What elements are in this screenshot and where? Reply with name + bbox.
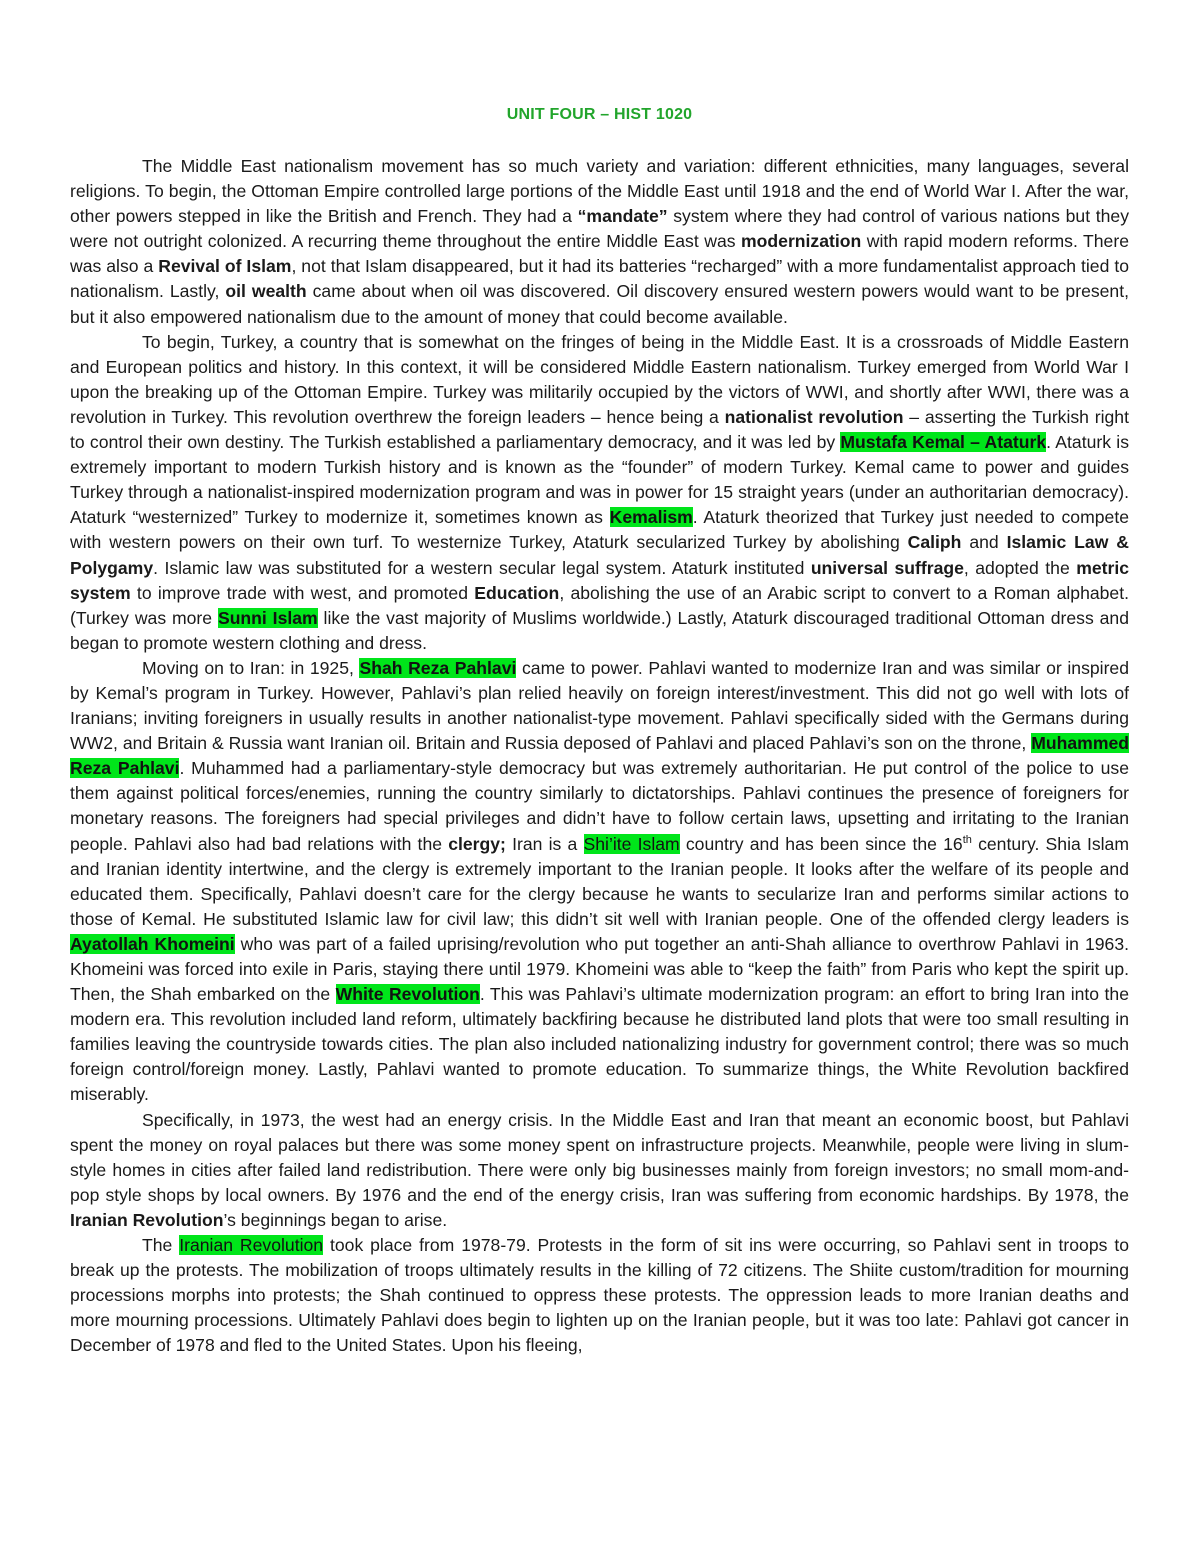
bold-term: oil wealth <box>225 281 307 302</box>
text-run: , adopted the <box>963 557 1077 578</box>
highlighted-term: Kemalism <box>609 507 693 528</box>
text-run: with rapid modern reforms. There was also a <box>70 231 1129 277</box>
text-run: like the vast majority of Muslims worldwide.) Lastly, Ataturk discouraged traditional Ottoman dress and began to promote western clothing and dress. <box>70 607 1129 653</box>
highlighted-term: Sunni Islam <box>217 607 318 628</box>
paragraph <box>70 330 1129 656</box>
bold-term: Islamic Law & Polygamy <box>70 532 1129 578</box>
paragraph <box>70 154 1129 330</box>
text-run: , abolishing the use of an Arabic script to convert to a Roman alphabet. (Turkey was more <box>70 582 1129 628</box>
text-run: . Ataturk theorized that Turkey just needed to compete with western powers on their own turf. To westernize Turkey, Ataturk secularized Turkey by abolishing <box>70 507 1129 553</box>
bold-term: Iranian Revolution <box>70 1209 224 1230</box>
text-run: . Muhammed had a parliamentary-style democracy but was extremely authoritarian. He put control of the police to use them against political forces/enemies, running the country similarly to dictatorships. Pahlavi continues the presence of foreigners for monetary reasons. The foreigners had special privileges and didn’t have to follow certain laws, upsetting and irritating to the Iranian people. Pahlavi also had bad relations with the <box>70 758 1130 854</box>
bold-term: Revival of Islam <box>158 256 292 277</box>
document-body <box>70 154 1129 1359</box>
text-run: came to power. Pahlavi wanted to modernize Iran and was similar or inspired by Kemal’s program in Turkey. However, Pahlavi’s plan relied heavily on foreign interest/investment. This did not go well with lots of Iranians; inviting foreigners in usually results in another nationalist-type movement. Pahlavi specifically sided with the Germans during WW2, and Britain & Russia want Iranian oil. Britain and Russia deposed of Pahlavi and placed Pahlavi’s son on the throne, <box>70 657 1129 754</box>
bold-term: metric system <box>70 557 1129 603</box>
text-run: system where they had control of various nations but they were not outright colonized. A recurring theme throughout the entire Middle East was <box>70 206 1129 252</box>
text-run: Moving on to Iran: in 1925, <box>142 657 360 678</box>
bold-term: clergy; <box>448 833 506 854</box>
page-title: UNIT FOUR – HIST 1020 <box>506 106 693 123</box>
text-run: to improve trade with west, and promoted <box>130 582 475 603</box>
highlighted-term: Shi’ite Islam <box>583 833 680 854</box>
paragraph <box>70 1233 1129 1358</box>
paragraph <box>70 1108 1129 1233</box>
text-run: , not that Islam disappeared, but it had its batteries “recharged” with a more fundamentalist approach tied to nationalism. Lastly, <box>70 256 1130 302</box>
highlighted-term: Ayatollah Khomeini <box>70 933 235 954</box>
highlighted-term: Mustafa Kemal – Ataturk <box>840 432 1047 453</box>
text-run: century. Shia Islam and Iranian identity intertwine, and the clergy is extremely important to the Iranian people. It looks after the welfare of its people and educated them. Specifically, Pahlavi doesn’t care for the clergy because he wants to secularize Iran and performs similar actions to those of Kemal. He substituted Islamic law for civil law; this didn’t sit well with Iranian people. One of the offended clergy leaders is <box>70 833 1129 929</box>
bold-term: nationalist revolution <box>724 406 904 427</box>
text-run: . This was Pahlavi’s ultimate modernization program: an effort to bring Iran into the modern era. This revolution included land reform, ultimately backfiring because he distributed land plots that were too small resulting in families leaving the countryside towards cities. The plan also included nationalizing industry for government control; there was so much foreign control/foreign money. Lastly, Pahlavi wanted to promote education. To summarize things, the White Revolution backfired miserably. <box>70 984 1129 1105</box>
text-run: – asserting the Turkish right to control their own destiny. The Turkish established a parliamentary democracy, and it was led by <box>70 406 1129 453</box>
bold-term: universal suffrage <box>810 557 964 578</box>
highlighted-term: Iranian Revolution <box>179 1235 324 1256</box>
bold-term: modernization <box>741 231 862 252</box>
text-run: Iran is a <box>505 833 584 854</box>
bold-term: “mandate” <box>577 206 668 227</box>
text-run: Specifically, in 1973, the west had an energy crisis. In the Middle East and Iran that meant an economic boost, but Pahlavi spent the money on royal palaces but there was some money spent on infrastructure projects. Meanwhile, people were living in slum-style homes in cities after failed land redistribution. There were only big businesses mainly from foreign investors; no small mom-and-pop style shops by local owners. By 1976 and the end of the energy crisis, Iran was suffering from economic hardships. By 1978, the <box>70 1109 1129 1205</box>
text-run: ’s beginnings began to arise. <box>223 1209 448 1230</box>
text-run: The Middle East nationalism movement has so much variety and variation: different ethnicities, many languages, several religions. To begin, the Ottoman Empire controlled large portions of the Middle East until 1918 and the end of World War I. After the war, other powers stepped in like the British and French. They had a <box>70 156 1129 227</box>
text-run: country and has been since the 16 <box>679 833 963 854</box>
text-run: To begin, Turkey, a country that is somewhat on the fringes of being in the Middle East. It is a crossroads of Middle Eastern and European politics and history. In this context, it will be considered Middle Eastern nationalism. Turkey emerged from World War I upon the breaking up of the Ottoman Empire. Turkey was militarily occupied by the victors of WWI, and shortly after WWI, there was a revolution in Turkey. This revolution overthrew the foreign leaders – hence being a <box>70 331 1129 427</box>
text-run: . Islamic law was substituted for a western secular legal system. Ataturk instituted <box>153 557 811 578</box>
bold-term: Education <box>474 582 560 603</box>
text-run: . Ataturk is extremely important to modern Turkish history and is known as the “founder” of modern Turkey. Kemal came to power and guides Turkey through a nationalist-inspired modernization program and was in power for 15 straight years (under an authoritarian democracy). Ataturk “westernized” Turkey to modernize it, sometimes known as <box>70 432 1129 528</box>
text-run: who was part of a failed uprising/revolution who put together an anti-Shah alliance to overthrow Pahlavi in 1963. Khomeini was forced into exile in Paris, staying there until 1979. Khomeini was able to “keep the faith” from Paris who kept the spirit up. Then, the Shah embarked on the <box>70 933 1129 1005</box>
highlighted-term: White Revolution <box>335 984 480 1005</box>
highlighted-term: Muhammed Reza Pahlavi <box>70 733 1129 779</box>
superscript: th <box>962 833 972 846</box>
highlighted-term: Shah Reza Pahlavi <box>359 657 517 678</box>
bold-term: Caliph <box>907 532 962 553</box>
text-run: and <box>961 532 1007 553</box>
text-run: came about when oil was discovered. Oil discovery ensured western powers would want to be present, but it also empowered nationalism due to the amount of money that could become available. <box>70 281 1129 327</box>
paragraph <box>70 656 1129 1108</box>
text-run: The <box>142 1235 180 1256</box>
text-run: took place from 1978-79. Protests in the form of sit ins were occurring, so Pahlavi sent in troops to break up the protests. The mobilization of troops ultimately results in the killing of 72 citizens. The Shiite custom/tradition for mourning processions morphs into protests; the Shah continued to oppress these protests. The oppression leads to more Iranian deaths and more mourning processions. Ultimately Pahlavi does begin to lighten up on the Iranian people, but it was too late: Pahlavi got cancer in December of 1978 and fled to the United States. Upon his fleeing, <box>70 1235 1129 1356</box>
